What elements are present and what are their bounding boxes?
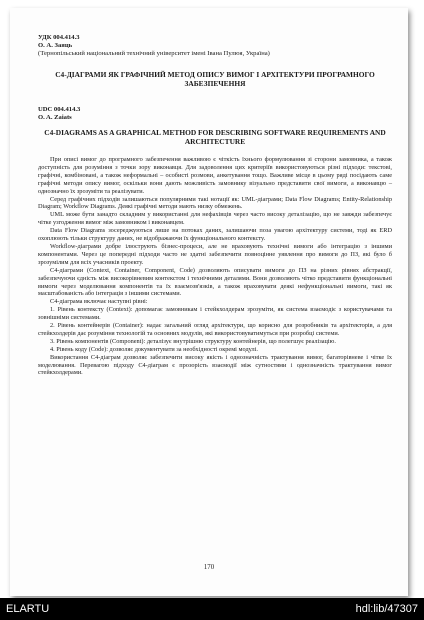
paragraph: Використання С4-діаграм дозволяє забезпечити високу якість і однозначність трактування вимог, багаторівневе і чітке їх моделювання. Перевагою підходу С4-діаграм є прозорість взаємодії між сутностями і однозначність трактування вимог стейкхолдерами. [38, 353, 392, 377]
udc-uk: УДК 004.414.3 [38, 34, 80, 41]
article-body [38, 156, 392, 377]
author-uk: О. А. Заяць [38, 41, 73, 49]
paragraph: 2. Рівень контейнерів (Container): надає загальний огляд архітектури, що корисно для розробників та архітекторів, а для стейкхолдерів дає розуміння технологій та основних модулів, які використовуватимуться при розробці системи. [38, 322, 392, 337]
paragraph: 4. Рівень коду (Code): дозволяє документувати за необхідності окремі модулі. [50, 345, 258, 353]
page-number: 170 [203, 564, 215, 571]
paragraph: 3. Рівень компонентів (Component): деталізує внутрішню структуру контейнерів, що полегшує реалізацію. [50, 337, 336, 345]
document-page [10, 8, 408, 596]
header-en [38, 106, 392, 122]
paragraph: С4-діаграми (Context, Container, Component, Code) дозволяють описувати вимоги до ПЗ на різних рівнях абстракції, забезпечуючи єдність між високорівневим контекстом і технічними деталями. Вони дозволяють чітко представити функціональні вимоги через моделювання компонентів та їх взаємозв'язків, а також враховувати деякі нефункціональні вимоги, такі як масштабованість або інтеграція з іншими системами. [38, 266, 392, 298]
paragraph: Серед графічних підходів залишаються популярними такі нотації як: UML-діаграми; Data Flow Diagrams; Entity-Relationship Diagram; Workflow Diagrams. Деякі графічні методи мають низку обмежень. [38, 195, 392, 211]
paragraph: 1. Рівень контексту (Context): допомагає замовникам і стейкхолдерам зрозуміти, як система взаємодіє з користувачами та зовнішніми системами. [38, 306, 392, 322]
paragraph: Workflow-діаграми добре ілюструють бізнес-процеси, але не враховують технічні вимоги або інтеграцію з іншими компонентами. Через це попередні підходи часто не здатні забезпечити повноцінне уявлення про вимоги до ПЗ, які було б зрозумілим для всіх учасників проекту. [38, 242, 392, 266]
paragraph: С4-діаграма включає наступні рівні: [50, 298, 148, 306]
title-uk: С4-ДІАГРАМИ ЯК ГРАФІЧНИЙ МЕТОД ОПИСУ ВИМОГ І АРХІТЕКТУРИ ПРОГРАМНОГО ЗАБЕЗПЕЧЕННЯ [55, 70, 375, 88]
repository-name: ELARTU [6, 603, 50, 615]
handle-identifier: hdl:lib/47307 [355, 603, 418, 615]
repository-footer-bar [0, 598, 424, 620]
paragraph: Data Flow Diagrams зосереджуються лише на потоках даних, залишаючи поза увагою архітектуру системи, тоді як ERD охоплюють тільки структуру даних, не відображаючи їх функціонального контексту. [38, 227, 392, 243]
header-uk [38, 34, 392, 57]
udc-en: UDC 004.414.3 [38, 106, 81, 113]
author-en: O. A. Zaiats [38, 113, 72, 121]
paragraph: При описі вимог до програмного забезпечення важливою є чіткість їхнього формулювання зі сторони замовника, а також доступність для розуміння з точки зору виконавця. Для задоволення цих критеріїв використовуються різні підходи: текстові, графічні, комбіновані, а також неформальні – особисті розмови, анкетування тощо. Важливе місце в цьому ряді посідають саме графічні методи опису вимог, оскільки вони дають можливість замовнику візуально представити свої вимоги, а виконавцю – однозначно їх зрозуміти та реалізувати. [38, 156, 392, 195]
paragraph: UML може бути занадто складним у використанні для нефахівців через часто високу деталізацію, що не завжди забезпечує чітке узгодження вимог між замовником і виконавцем. [38, 211, 392, 227]
title-en: C4-DIAGRAMS AS A GRAPHICAL METHOD FOR DESCRIBING SOFTWARE REQUIREMENTS AND ARCHITECTURE [44, 128, 386, 146]
affiliation-uk: (Тернопільський національний технічний університет імені Івана Пулюя, Україна) [38, 49, 270, 57]
